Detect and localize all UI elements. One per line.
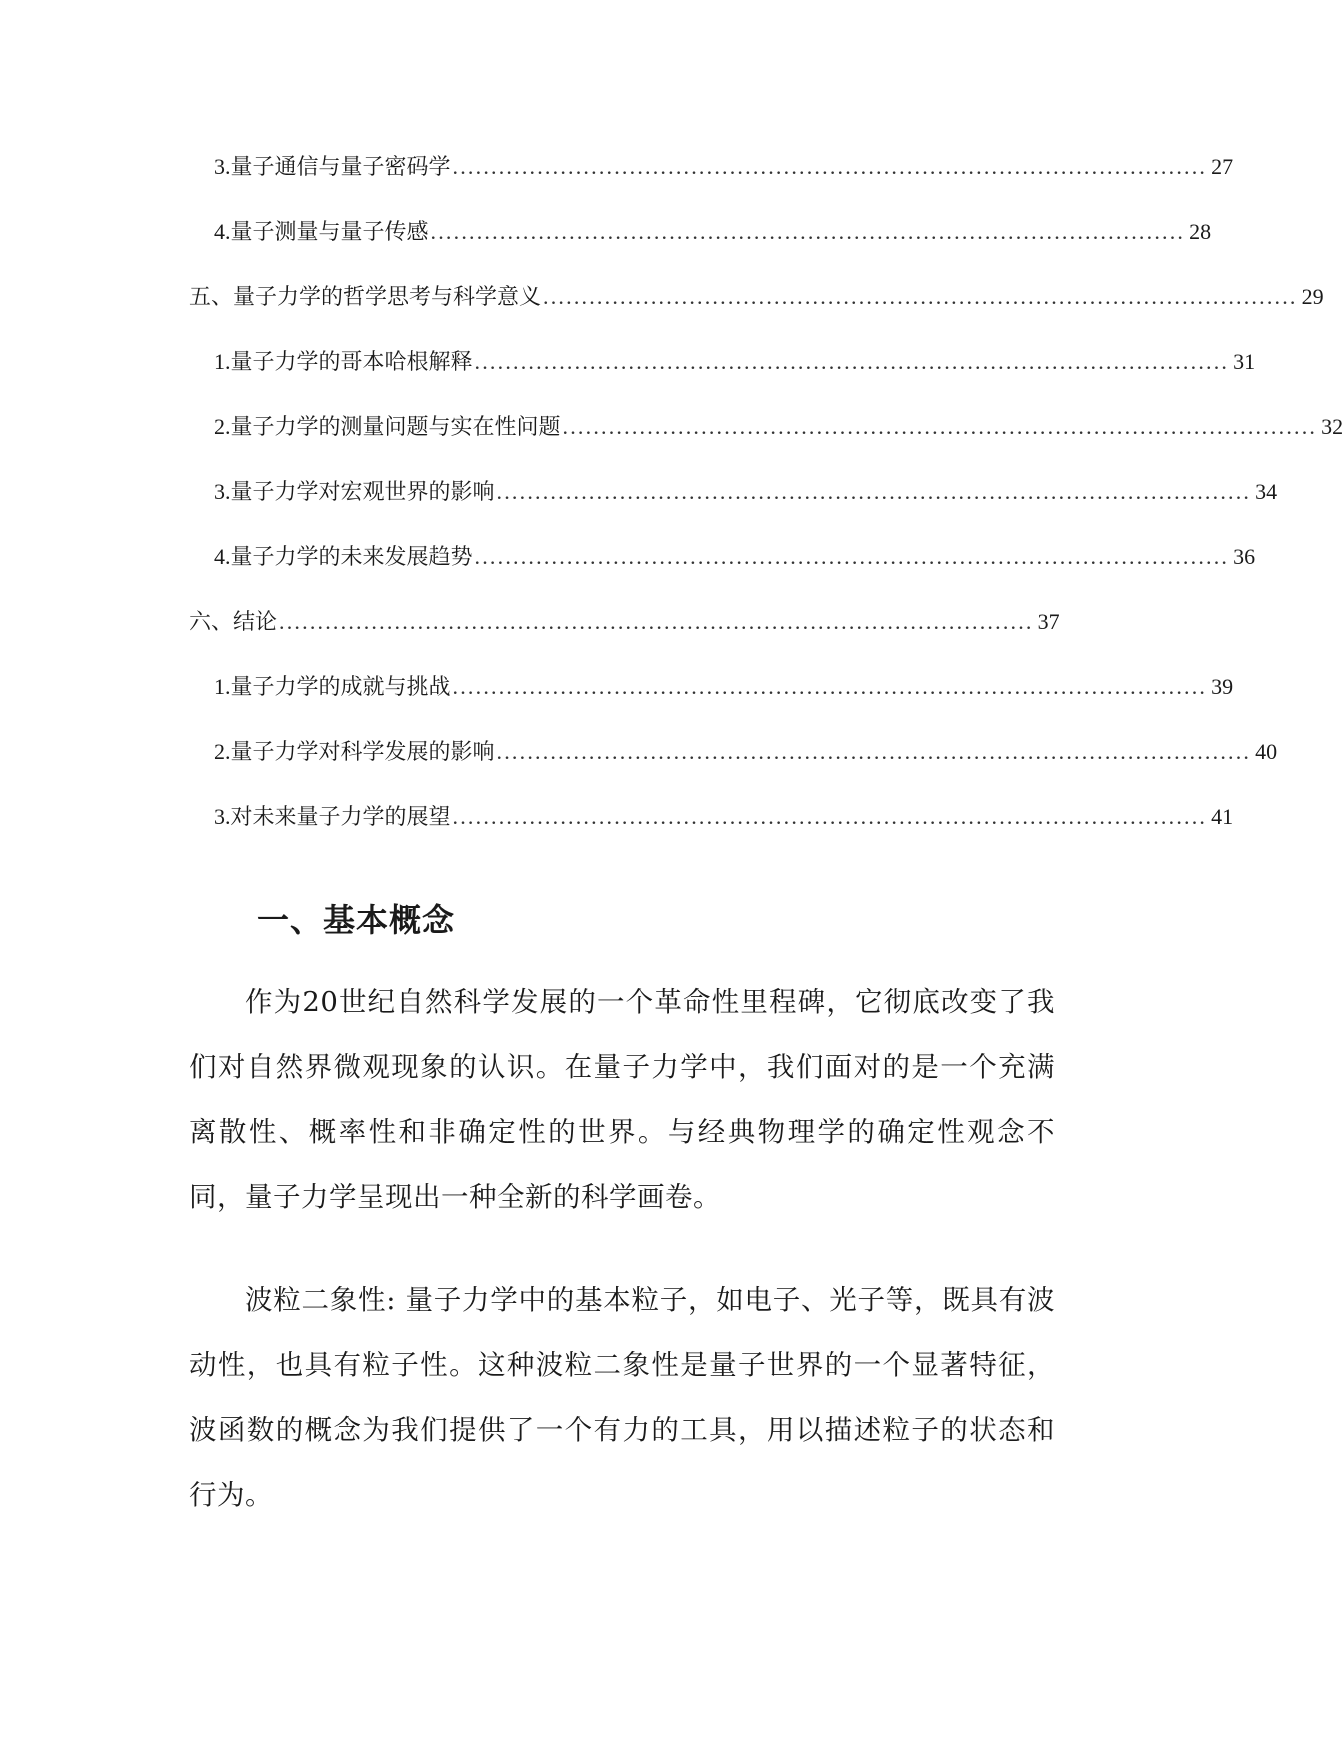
toc-leader-dots: .................................................................................................. (474, 544, 1230, 569)
toc-entry[interactable] (214, 150, 1234, 184)
toc-leader-dots: .................................................................................................. (474, 349, 1230, 374)
toc-entry[interactable] (214, 800, 1234, 834)
toc-entry-title: 六、结论 (189, 610, 278, 635)
toc-entry-page: 28 (1189, 219, 1212, 244)
toc-entry[interactable] (214, 475, 1278, 509)
toc-entry[interactable] (214, 410, 1343, 444)
toc-entry-page: 36 (1233, 544, 1256, 569)
toc-entry-page: 29 (1301, 284, 1324, 309)
toc-entry-title: 量子力学对宏观世界的影响 (230, 480, 495, 505)
toc-leader-dots: .................................................................................................. (496, 479, 1252, 504)
toc-leader-dots: .................................................................................................. (430, 219, 1186, 244)
toc-entry-number: 4. (214, 219, 231, 244)
toc-entry-title: 量子力学的测量问题与实在性问题 (230, 415, 561, 440)
toc-entry-title: 量子力学的哥本哈根解释 (230, 350, 473, 375)
toc-entry-number: 2. (214, 414, 231, 439)
toc-entry[interactable] (189, 605, 1060, 639)
toc-entry-page: 32 (1321, 414, 1343, 439)
body-paragraph: 波粒二象性: 量子力学中的基本粒子，如电子、光子等，既具有波动性，也具有粒子性。这种波粒二象性是量子世界的一个显著特征，波函数的概念为我们提供了一个有力的工具，用以描述粒子的状态和行为。 (189, 1284, 1055, 1511)
toc-entry-number: 3. (214, 804, 231, 829)
toc-entry-page: 40 (1255, 739, 1278, 764)
toc-entry[interactable] (214, 735, 1278, 769)
toc-entry-title: 量子通信与量子密码学 (230, 155, 451, 180)
toc-entry-page: 37 (1037, 609, 1060, 634)
toc-entry-page: 27 (1211, 154, 1234, 179)
toc-leader-dots: .................................................................................................. (562, 414, 1318, 439)
toc-entry[interactable] (214, 670, 1234, 704)
toc-entry-page: 31 (1233, 349, 1256, 374)
toc-entry-page: 41 (1211, 804, 1234, 829)
toc-entry-number: 4. (214, 544, 231, 569)
toc-entry-title: 量子力学的未来发展趋势 (230, 545, 473, 570)
toc-entry-number: 2. (214, 739, 231, 764)
section-heading: 一、基本概念 (257, 901, 456, 939)
toc-entry-page: 34 (1255, 479, 1278, 504)
toc-leader-dots: .................................................................................................. (279, 609, 1034, 634)
toc-entry-title: 量子测量与量子传感 (230, 220, 429, 245)
toc-leader-dots: .................................................................................................. (496, 739, 1252, 764)
body-paragraph: 作为20世纪自然科学发展的一个革命性里程碑，它彻底改变了我们对自然界微观现象的认识。在量子力学中，我们面对的是一个充满离散性、概率性和非确定性的世界。与经典物理学的确定性观念不同，量子力学呈现出一种全新的科学画卷。 (189, 986, 1055, 1213)
toc-leader-dots: .................................................................................................. (452, 674, 1208, 699)
toc-leader-dots: .................................................................................................. (543, 284, 1298, 309)
toc-leader-dots: .................................................................................................. (452, 804, 1208, 829)
toc-entry-number: 1. (214, 349, 231, 374)
toc-entry-number: 3. (214, 154, 231, 179)
toc-entry-title: 对未来量子力学的展望 (230, 805, 451, 830)
toc-entry-title: 量子力学的成就与挑战 (230, 675, 451, 700)
toc-leader-dots: .................................................................................................. (452, 154, 1208, 179)
toc-entry-page: 39 (1211, 674, 1234, 699)
toc-entry-title: 量子力学对科学发展的影响 (230, 740, 495, 765)
toc-entry-number: 1. (214, 674, 231, 699)
toc-entry[interactable] (214, 345, 1256, 379)
toc-entry[interactable] (214, 215, 1212, 249)
toc-entry-title: 五、量子力学的哲学思考与科学意义 (189, 285, 542, 310)
toc-entry[interactable] (214, 540, 1256, 574)
toc-entry[interactable] (189, 280, 1324, 314)
toc-entry-number: 3. (214, 479, 231, 504)
